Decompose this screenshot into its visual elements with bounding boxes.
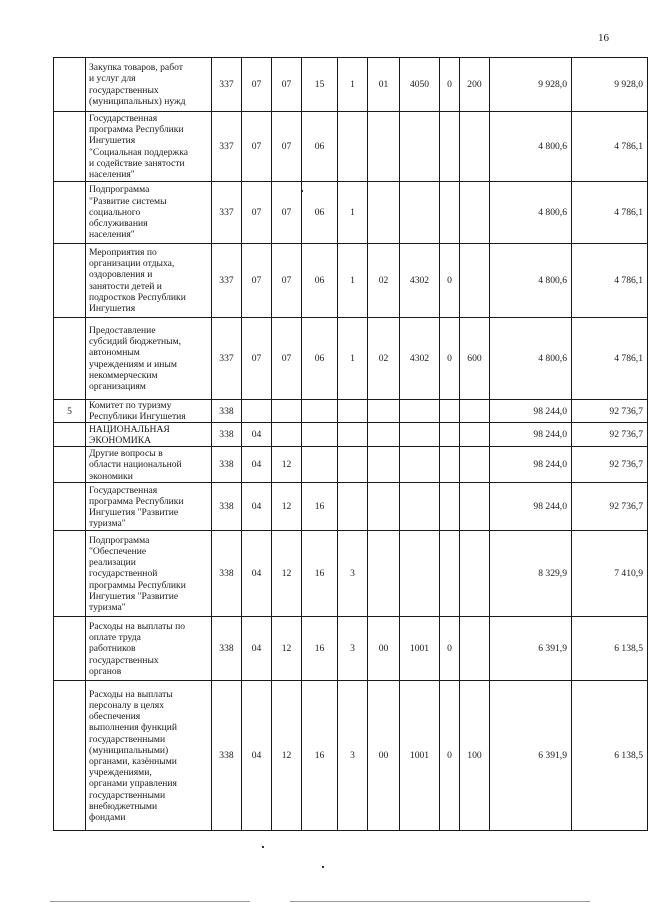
amount-cell: 9 928,0 [490,58,572,112]
code-cell [54,681,86,831]
code-cell: 337 [212,58,242,112]
table-row [54,112,648,182]
code-cell: 338 [212,400,242,423]
code-cell: 16 [302,531,338,617]
amount-cell: 4 800,6 [490,182,572,244]
amount-cell: 6 391,9 [490,617,572,681]
amount-cell: 4 786,1 [572,244,648,318]
code-cell: 3 [338,617,368,681]
row-name-cell: Другие вопросы в области национальной экономики [86,447,212,483]
table-row [54,483,648,531]
row-name-cell: Подпрограмма "Обеспечение реализации государственной программы Республики Ингушетия "Развитие туризма" [86,531,212,617]
code-cell [460,423,490,447]
code-cell: 0 [440,318,460,400]
row-name-cell: Расходы на выплаты по оплате труда работников государственных органов [86,617,212,681]
code-cell [242,400,272,423]
row-name-cell: Государственная программа Республики Ингушетия "Развитие туризма" [86,483,212,531]
amount-cell: 6 391,9 [490,681,572,831]
code-cell: 07 [272,112,302,182]
code-cell [460,244,490,318]
code-cell [302,423,338,447]
table-row [54,400,648,423]
code-cell [54,617,86,681]
code-cell: 12 [272,617,302,681]
code-cell: 04 [242,617,272,681]
code-cell: 100 [460,681,490,831]
amount-cell: 8 329,9 [490,531,572,617]
code-cell [368,423,400,447]
code-cell: 338 [212,531,242,617]
code-cell: 4302 [400,244,440,318]
code-cell [302,400,338,423]
code-cell: 07 [272,244,302,318]
amount-cell: 4 786,1 [572,182,648,244]
amount-cell: 4 800,6 [490,244,572,318]
code-cell: 5 [54,400,86,423]
code-cell [272,400,302,423]
code-cell: 06 [302,244,338,318]
code-cell [460,447,490,483]
code-cell: 3 [338,681,368,831]
code-cell: 1 [338,244,368,318]
code-cell: 00 [368,681,400,831]
amount-cell: 98 244,0 [490,447,572,483]
code-cell [440,447,460,483]
code-cell: 3 [338,531,368,617]
amount-cell: 98 244,0 [490,400,572,423]
code-cell [440,182,460,244]
table-row [54,182,648,244]
code-cell: 07 [242,318,272,400]
amount-cell: 92 736,7 [572,483,648,531]
amount-cell: 6 138,5 [572,681,648,831]
code-cell [400,182,440,244]
amount-cell: 92 736,7 [572,400,648,423]
code-cell [54,423,86,447]
table-row [54,531,648,617]
code-cell [400,531,440,617]
code-cell: 0 [440,681,460,831]
code-cell: 16 [302,617,338,681]
table-row [54,244,648,318]
code-cell: 4302 [400,318,440,400]
code-cell [54,483,86,531]
code-cell: 07 [242,244,272,318]
code-cell: 07 [242,182,272,244]
budget-table [53,57,648,831]
code-cell: 12 [272,483,302,531]
code-cell: 02 [368,318,400,400]
code-cell: 337 [212,244,242,318]
code-cell [460,531,490,617]
code-cell: 01 [368,58,400,112]
table-row [54,58,648,112]
code-cell: 337 [212,182,242,244]
code-cell: 1 [338,58,368,112]
code-cell: 02 [368,244,400,318]
code-cell [440,483,460,531]
code-cell [54,58,86,112]
code-cell [460,617,490,681]
row-name-cell: Мероприятия по организации отдыха, оздоровления и занятости детей и подростков Республики Ингушетия [86,244,212,318]
code-cell: 04 [242,447,272,483]
table-row [54,617,648,681]
code-cell [460,483,490,531]
code-cell: 1001 [400,681,440,831]
code-cell [440,423,460,447]
page-number: 16 [598,32,609,44]
code-cell: 04 [242,531,272,617]
code-cell [54,244,86,318]
code-cell: 1 [338,182,368,244]
amount-cell: 4 800,6 [490,318,572,400]
row-name-cell: Закупка товаров, работ и услуг для государственных (муниципальных) нужд [86,58,212,112]
code-cell: 06 [302,112,338,182]
code-cell: 338 [212,483,242,531]
code-cell [54,447,86,483]
code-cell [54,112,86,182]
code-cell: 1 [338,318,368,400]
code-cell [368,182,400,244]
code-cell [400,447,440,483]
row-name-cell: Комитет по туризму Республики Ингушетия [86,400,212,423]
code-cell: 338 [212,447,242,483]
row-name-cell: Подпрограмма "Развитие системы социального обслуживания населения" [86,182,212,244]
code-cell [338,400,368,423]
table-row [54,681,648,831]
code-cell: 16 [302,681,338,831]
code-cell [400,400,440,423]
amount-cell: 92 736,7 [572,423,648,447]
code-cell [338,483,368,531]
code-cell [440,531,460,617]
code-cell: 06 [302,182,338,244]
code-cell: 12 [272,531,302,617]
code-cell [460,112,490,182]
code-cell: 1001 [400,617,440,681]
code-cell: 12 [272,447,302,483]
code-cell: 04 [242,681,272,831]
amount-cell: 98 244,0 [490,423,572,447]
amount-cell: 4 786,1 [572,318,648,400]
code-cell [400,483,440,531]
code-cell: 07 [242,58,272,112]
code-cell: 600 [460,318,490,400]
code-cell [400,423,440,447]
code-cell [272,423,302,447]
code-cell [368,447,400,483]
code-cell [460,400,490,423]
code-cell: 07 [272,58,302,112]
code-cell: 338 [212,681,242,831]
code-cell [54,531,86,617]
code-cell: 0 [440,58,460,112]
code-cell: 04 [242,423,272,447]
amount-cell: 4 800,6 [490,112,572,182]
code-cell [400,112,440,182]
code-cell [368,112,400,182]
code-cell [440,400,460,423]
code-cell [368,483,400,531]
code-cell [338,112,368,182]
code-cell: 16 [302,483,338,531]
table-row [54,447,648,483]
code-cell [338,447,368,483]
table-row [54,318,648,400]
code-cell: 07 [272,318,302,400]
code-cell: 12 [272,681,302,831]
code-cell [338,423,368,447]
code-cell [54,318,86,400]
row-name-cell: НАЦИОНАЛЬНАЯ ЭКОНОМИКА [86,423,212,447]
code-cell: 0 [440,244,460,318]
code-cell: 06 [302,318,338,400]
row-name-cell: Государственная программа Республики Ингушетия "Социальная поддержка и содействие занятости населения" [86,112,212,182]
code-cell: 337 [212,318,242,400]
amount-cell: 9 928,0 [572,58,648,112]
amount-cell: 7 410,9 [572,531,648,617]
code-cell: 337 [212,112,242,182]
code-cell [440,112,460,182]
code-cell: 0 [440,617,460,681]
row-name-cell: Предоставление субсидий бюджетным, автономным учреждениям и иным некоммерческим организациям [86,318,212,400]
code-cell: 00 [368,617,400,681]
code-cell: 338 [212,423,242,447]
table-row [54,423,648,447]
code-cell [368,400,400,423]
amount-cell: 92 736,7 [572,447,648,483]
amount-cell: 4 786,1 [572,112,648,182]
code-cell [460,182,490,244]
code-cell [302,447,338,483]
code-cell: 04 [242,483,272,531]
code-cell: 4050 [400,58,440,112]
code-cell: 200 [460,58,490,112]
row-name-cell: Расходы на выплаты персоналу в целях обеспечения выполнения функций государственными (муниципальными) органами, казёнными учреждениями, органами управления государственными внебюджетными фондами [86,681,212,831]
code-cell: 07 [272,182,302,244]
amount-cell: 6 138,5 [572,617,648,681]
code-cell: 07 [242,112,272,182]
amount-cell: 98 244,0 [490,483,572,531]
code-cell: 338 [212,617,242,681]
code-cell [368,531,400,617]
code-cell [54,182,86,244]
code-cell: 15 [302,58,338,112]
